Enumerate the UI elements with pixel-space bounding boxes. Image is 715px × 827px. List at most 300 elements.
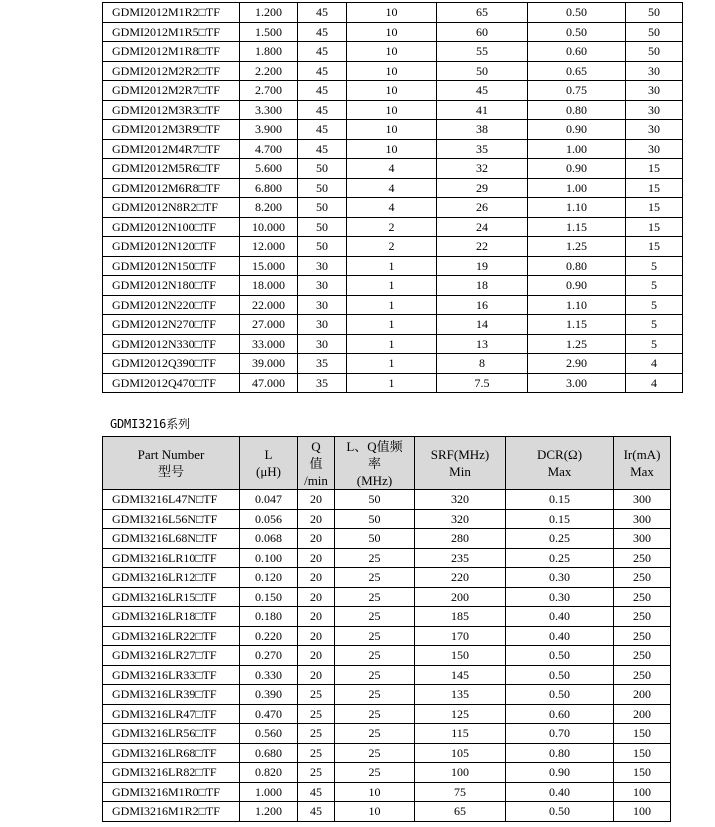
cell-inductance: 5.600 bbox=[240, 159, 298, 179]
cell-test-frequency: 4 bbox=[347, 159, 437, 179]
cell-inductance: 0.330 bbox=[240, 665, 298, 685]
cell-ir: 250 bbox=[614, 646, 671, 666]
cell-ir: 250 bbox=[614, 607, 671, 627]
cell-ir: 30 bbox=[626, 100, 683, 120]
cell-ir: 250 bbox=[614, 548, 671, 568]
cell-q-min: 20 bbox=[298, 490, 335, 510]
cell-srf: 29 bbox=[437, 178, 528, 198]
cell-inductance: 0.560 bbox=[240, 724, 298, 744]
cell-inductance: 1.200 bbox=[240, 3, 298, 23]
cell-test-frequency: 4 bbox=[347, 178, 437, 198]
cell-srf: 320 bbox=[415, 490, 506, 510]
cell-test-frequency: 10 bbox=[347, 139, 437, 159]
table-row bbox=[103, 802, 671, 822]
table-row bbox=[103, 276, 683, 296]
cell-dcr: 0.90 bbox=[528, 159, 626, 179]
cell-q-min: 45 bbox=[298, 782, 335, 802]
cell-inductance: 10.000 bbox=[240, 217, 298, 237]
cell-ir: 5 bbox=[626, 295, 683, 315]
cell-part-number: GDMI3216LR15□TF bbox=[103, 587, 240, 607]
cell-inductance: 1.200 bbox=[240, 802, 298, 822]
cell-part-number: GDMI3216LR68□TF bbox=[103, 743, 240, 763]
cell-part-number: GDMI2012M4R7□TF bbox=[103, 139, 240, 159]
table-row bbox=[103, 198, 683, 218]
cell-test-frequency: 1 bbox=[347, 295, 437, 315]
cell-ir: 5 bbox=[626, 256, 683, 276]
cell-ir: 100 bbox=[614, 782, 671, 802]
cell-part-number: GDMI2012N330□TF bbox=[103, 334, 240, 354]
cell-ir: 50 bbox=[626, 22, 683, 42]
cell-dcr: 0.40 bbox=[506, 626, 614, 646]
cell-q-min: 50 bbox=[298, 178, 347, 198]
cell-test-frequency: 25 bbox=[335, 646, 415, 666]
cell-test-frequency: 10 bbox=[347, 22, 437, 42]
cell-srf: 105 bbox=[415, 743, 506, 763]
cell-srf: 24 bbox=[437, 217, 528, 237]
cell-q-min: 45 bbox=[298, 100, 347, 120]
cell-q-min: 30 bbox=[298, 334, 347, 354]
cell-ir: 250 bbox=[614, 626, 671, 646]
cell-part-number: GDMI3216L68N□TF bbox=[103, 529, 240, 549]
cell-srf: 32 bbox=[437, 159, 528, 179]
cell-srf: 200 bbox=[415, 587, 506, 607]
cell-q-min: 30 bbox=[298, 315, 347, 335]
cell-inductance: 0.680 bbox=[240, 743, 298, 763]
cell-srf: 7.5 bbox=[437, 373, 528, 393]
cell-dcr: 0.40 bbox=[506, 782, 614, 802]
cell-part-number: GDMI2012N8R2□TF bbox=[103, 198, 240, 218]
table-row bbox=[103, 237, 683, 257]
cell-dcr: 0.90 bbox=[506, 763, 614, 783]
cell-inductance: 0.820 bbox=[240, 763, 298, 783]
table-row bbox=[103, 295, 683, 315]
cell-test-frequency: 1 bbox=[347, 373, 437, 393]
cell-ir: 300 bbox=[614, 490, 671, 510]
cell-srf: 8 bbox=[437, 354, 528, 374]
table-row bbox=[103, 568, 671, 588]
cell-srf: 135 bbox=[415, 685, 506, 705]
header-inductance bbox=[240, 437, 298, 490]
table-row bbox=[103, 217, 683, 237]
table-row bbox=[103, 42, 683, 62]
header-line: Ir(mA) bbox=[623, 447, 661, 462]
cell-part-number: GDMI3216LR18□TF bbox=[103, 607, 240, 627]
cell-q-min: 45 bbox=[298, 120, 347, 140]
cell-test-frequency: 1 bbox=[347, 354, 437, 374]
cell-ir: 4 bbox=[626, 354, 683, 374]
cell-test-frequency: 25 bbox=[335, 665, 415, 685]
cell-dcr: 0.90 bbox=[528, 120, 626, 140]
cell-q-min: 20 bbox=[298, 607, 335, 627]
cell-dcr: 0.15 bbox=[506, 490, 614, 510]
cell-q-min: 45 bbox=[298, 22, 347, 42]
cell-test-frequency: 25 bbox=[335, 548, 415, 568]
cell-q-min: 50 bbox=[298, 198, 347, 218]
cell-inductance: 12.000 bbox=[240, 237, 298, 257]
header-line: 率 bbox=[367, 455, 381, 471]
cell-srf: 22 bbox=[437, 237, 528, 257]
table-row bbox=[103, 704, 671, 724]
gdmi2012-table-body bbox=[103, 3, 683, 393]
cell-dcr: 2.90 bbox=[528, 354, 626, 374]
cell-srf: 65 bbox=[437, 3, 528, 23]
table-row bbox=[103, 22, 683, 42]
cell-dcr: 0.60 bbox=[506, 704, 614, 724]
cell-inductance: 33.000 bbox=[240, 334, 298, 354]
cell-inductance: 47.000 bbox=[240, 373, 298, 393]
cell-q-min: 20 bbox=[298, 665, 335, 685]
table-row bbox=[103, 490, 671, 510]
cell-part-number: GDMI2012M1R8□TF bbox=[103, 42, 240, 62]
table-row bbox=[103, 763, 671, 783]
header-line: SRF(MHz) bbox=[430, 447, 490, 462]
cell-inductance: 27.000 bbox=[240, 315, 298, 335]
cell-q-min: 20 bbox=[298, 529, 335, 549]
cell-part-number: GDMI3216M1R2□TF bbox=[103, 802, 240, 822]
cell-ir: 300 bbox=[614, 509, 671, 529]
cell-dcr: 0.65 bbox=[528, 61, 626, 81]
cell-test-frequency: 50 bbox=[335, 529, 415, 549]
cell-inductance: 0.120 bbox=[240, 568, 298, 588]
table-header-row bbox=[103, 437, 671, 490]
cell-part-number: GDMI3216LR33□TF bbox=[103, 665, 240, 685]
header-test-frequency bbox=[335, 437, 415, 490]
cell-ir: 15 bbox=[626, 198, 683, 218]
cell-test-frequency: 25 bbox=[335, 626, 415, 646]
cell-q-min: 30 bbox=[298, 295, 347, 315]
cell-dcr: 0.60 bbox=[528, 42, 626, 62]
header-line: L bbox=[264, 447, 273, 462]
table-row bbox=[103, 548, 671, 568]
cell-q-min: 25 bbox=[298, 724, 335, 744]
cell-inductance: 3.900 bbox=[240, 120, 298, 140]
header-part-number bbox=[103, 437, 240, 490]
cell-test-frequency: 10 bbox=[347, 81, 437, 101]
cell-dcr: 0.80 bbox=[528, 100, 626, 120]
cell-ir: 5 bbox=[626, 334, 683, 354]
table-row bbox=[103, 743, 671, 763]
cell-inductance: 18.000 bbox=[240, 276, 298, 296]
cell-inductance: 0.270 bbox=[240, 646, 298, 666]
cell-inductance: 0.470 bbox=[240, 704, 298, 724]
cell-part-number: GDMI2012M2R7□TF bbox=[103, 81, 240, 101]
table-row bbox=[103, 646, 671, 666]
cell-srf: 145 bbox=[415, 665, 506, 685]
cell-ir: 50 bbox=[626, 42, 683, 62]
table-row bbox=[103, 3, 683, 23]
cell-ir: 250 bbox=[614, 587, 671, 607]
cell-inductance: 3.300 bbox=[240, 100, 298, 120]
cell-q-min: 20 bbox=[298, 646, 335, 666]
table-row bbox=[103, 685, 671, 705]
cell-part-number: GDMI2012M5R6□TF bbox=[103, 159, 240, 179]
cell-srf: 100 bbox=[415, 763, 506, 783]
cell-test-frequency: 25 bbox=[335, 763, 415, 783]
cell-dcr: 0.50 bbox=[506, 646, 614, 666]
cell-srf: 125 bbox=[415, 704, 506, 724]
cell-dcr: 0.15 bbox=[506, 509, 614, 529]
cell-inductance: 0.047 bbox=[240, 490, 298, 510]
cell-inductance: 1.000 bbox=[240, 782, 298, 802]
cell-ir: 15 bbox=[626, 217, 683, 237]
cell-test-frequency: 25 bbox=[335, 568, 415, 588]
cell-srf: 13 bbox=[437, 334, 528, 354]
cell-test-frequency: 25 bbox=[335, 724, 415, 744]
cell-test-frequency: 10 bbox=[335, 782, 415, 802]
cell-srf: 16 bbox=[437, 295, 528, 315]
cell-dcr: 0.50 bbox=[506, 802, 614, 822]
cell-srf: 45 bbox=[437, 81, 528, 101]
cell-q-min: 25 bbox=[298, 743, 335, 763]
cell-srf: 235 bbox=[415, 548, 506, 568]
cell-dcr: 1.25 bbox=[528, 334, 626, 354]
cell-test-frequency: 1 bbox=[347, 256, 437, 276]
table-row bbox=[103, 626, 671, 646]
cell-part-number: GDMI2012Q390□TF bbox=[103, 354, 240, 374]
cell-ir: 30 bbox=[626, 61, 683, 81]
cell-inductance: 4.700 bbox=[240, 139, 298, 159]
cell-inductance: 0.056 bbox=[240, 509, 298, 529]
cell-dcr: 1.15 bbox=[528, 217, 626, 237]
table-row bbox=[103, 139, 683, 159]
cell-ir: 250 bbox=[614, 665, 671, 685]
cell-test-frequency: 50 bbox=[335, 490, 415, 510]
cell-dcr: 0.80 bbox=[506, 743, 614, 763]
cell-inductance: 0.150 bbox=[240, 587, 298, 607]
header-line: 型号 bbox=[157, 464, 184, 479]
header-ir bbox=[614, 437, 671, 490]
cell-part-number: GDMI2012Q470□TF bbox=[103, 373, 240, 393]
cell-inductance: 22.000 bbox=[240, 295, 298, 315]
cell-dcr: 0.25 bbox=[506, 529, 614, 549]
cell-dcr: 0.80 bbox=[528, 256, 626, 276]
cell-ir: 200 bbox=[614, 704, 671, 724]
cell-test-frequency: 4 bbox=[347, 198, 437, 218]
cell-srf: 220 bbox=[415, 568, 506, 588]
table-row bbox=[103, 120, 683, 140]
cell-test-frequency: 25 bbox=[335, 607, 415, 627]
cell-ir: 30 bbox=[626, 120, 683, 140]
cell-test-frequency: 1 bbox=[347, 315, 437, 335]
cell-q-min: 25 bbox=[298, 763, 335, 783]
table-row bbox=[103, 665, 671, 685]
cell-dcr: 0.50 bbox=[506, 665, 614, 685]
cell-q-min: 20 bbox=[298, 587, 335, 607]
cell-q-min: 20 bbox=[298, 568, 335, 588]
cell-ir: 100 bbox=[614, 802, 671, 822]
table-row bbox=[103, 354, 683, 374]
cell-q-min: 25 bbox=[298, 704, 335, 724]
cell-ir: 150 bbox=[614, 724, 671, 744]
header-line: (μH) bbox=[255, 464, 282, 479]
cell-part-number: GDMI3216LR10□TF bbox=[103, 548, 240, 568]
table-row bbox=[103, 724, 671, 744]
cell-srf: 185 bbox=[415, 607, 506, 627]
cell-part-number: GDMI3216LR27□TF bbox=[103, 646, 240, 666]
cell-dcr: 0.50 bbox=[528, 22, 626, 42]
cell-test-frequency: 1 bbox=[347, 276, 437, 296]
cell-dcr: 3.00 bbox=[528, 373, 626, 393]
cell-test-frequency: 25 bbox=[335, 743, 415, 763]
cell-part-number: GDMI2012N180□TF bbox=[103, 276, 240, 296]
cell-srf: 38 bbox=[437, 120, 528, 140]
cell-dcr: 1.10 bbox=[528, 295, 626, 315]
cell-q-min: 45 bbox=[298, 42, 347, 62]
cell-part-number: GDMI2012M3R3□TF bbox=[103, 100, 240, 120]
cell-part-number: GDMI2012M2R2□TF bbox=[103, 61, 240, 81]
cell-test-frequency: 25 bbox=[335, 685, 415, 705]
cell-ir: 15 bbox=[626, 178, 683, 198]
cell-inductance: 2.700 bbox=[240, 81, 298, 101]
cell-ir: 5 bbox=[626, 276, 683, 296]
cell-test-frequency: 2 bbox=[347, 237, 437, 257]
cell-inductance: 0.100 bbox=[240, 548, 298, 568]
cell-ir: 30 bbox=[626, 139, 683, 159]
cell-srf: 14 bbox=[437, 315, 528, 335]
cell-test-frequency: 50 bbox=[335, 509, 415, 529]
cell-q-min: 45 bbox=[298, 61, 347, 81]
cell-inductance: 0.180 bbox=[240, 607, 298, 627]
table-row bbox=[103, 81, 683, 101]
header-line: 值 bbox=[309, 455, 323, 471]
cell-test-frequency: 10 bbox=[347, 42, 437, 62]
cell-dcr: 0.50 bbox=[528, 3, 626, 23]
cell-srf: 35 bbox=[437, 139, 528, 159]
cell-dcr: 1.00 bbox=[528, 139, 626, 159]
cell-q-min: 45 bbox=[298, 139, 347, 159]
cell-ir: 300 bbox=[614, 529, 671, 549]
cell-srf: 75 bbox=[415, 782, 506, 802]
cell-dcr: 0.30 bbox=[506, 568, 614, 588]
cell-dcr: 1.10 bbox=[528, 198, 626, 218]
cell-q-min: 20 bbox=[298, 509, 335, 529]
cell-q-min: 35 bbox=[298, 354, 347, 374]
cell-test-frequency: 2 bbox=[347, 217, 437, 237]
table-row bbox=[103, 315, 683, 335]
cell-dcr: 0.50 bbox=[506, 685, 614, 705]
cell-part-number: GDMI3216LR39□TF bbox=[103, 685, 240, 705]
cell-dcr: 1.25 bbox=[528, 237, 626, 257]
gdmi3216-table-body bbox=[103, 490, 671, 822]
cell-srf: 65 bbox=[415, 802, 506, 822]
cell-part-number: GDMI3216LR12□TF bbox=[103, 568, 240, 588]
cell-dcr: 1.00 bbox=[528, 178, 626, 198]
cell-dcr: 0.25 bbox=[506, 548, 614, 568]
cell-part-number: GDMI2012M1R5□TF bbox=[103, 22, 240, 42]
header-line: Max bbox=[630, 464, 654, 479]
cell-inductance: 2.200 bbox=[240, 61, 298, 81]
table-row bbox=[103, 529, 671, 549]
cell-ir: 200 bbox=[614, 685, 671, 705]
cell-srf: 26 bbox=[437, 198, 528, 218]
table-row bbox=[103, 509, 671, 529]
table-row bbox=[103, 373, 683, 393]
header-srf bbox=[415, 437, 506, 490]
table-row bbox=[103, 607, 671, 627]
cell-srf: 280 bbox=[415, 529, 506, 549]
header-line: Part Number bbox=[137, 447, 205, 462]
cell-part-number: GDMI3216L56N□TF bbox=[103, 509, 240, 529]
cell-part-number: GDMI3216LR22□TF bbox=[103, 626, 240, 646]
gdmi2012-spec-table bbox=[102, 2, 683, 393]
table-row bbox=[103, 256, 683, 276]
header-line: Min bbox=[449, 464, 471, 479]
table-row bbox=[103, 587, 671, 607]
cell-srf: 19 bbox=[437, 256, 528, 276]
cell-part-number: GDMI2012M6R8□TF bbox=[103, 178, 240, 198]
cell-test-frequency: 10 bbox=[335, 802, 415, 822]
cell-q-min: 50 bbox=[298, 159, 347, 179]
cell-test-frequency: 10 bbox=[347, 61, 437, 81]
cell-part-number: GDMI3216M1R0□TF bbox=[103, 782, 240, 802]
cell-srf: 115 bbox=[415, 724, 506, 744]
cell-part-number: GDMI3216L47N□TF bbox=[103, 490, 240, 510]
cell-srf: 150 bbox=[415, 646, 506, 666]
cell-ir: 15 bbox=[626, 237, 683, 257]
header-line: Max bbox=[547, 464, 572, 479]
table-row bbox=[103, 100, 683, 120]
header-line: (MHz) bbox=[356, 472, 393, 488]
cell-part-number: GDMI2012N150□TF bbox=[103, 256, 240, 276]
cell-test-frequency: 25 bbox=[335, 704, 415, 724]
cell-q-min: 50 bbox=[298, 217, 347, 237]
cell-q-min: 50 bbox=[298, 237, 347, 257]
cell-srf: 170 bbox=[415, 626, 506, 646]
cell-dcr: 1.15 bbox=[528, 315, 626, 335]
cell-q-min: 20 bbox=[298, 626, 335, 646]
cell-q-min: 20 bbox=[298, 548, 335, 568]
cell-q-min: 30 bbox=[298, 256, 347, 276]
cell-part-number: GDMI2012N100□TF bbox=[103, 217, 240, 237]
cell-ir: 15 bbox=[626, 159, 683, 179]
cell-part-number: GDMI2012N120□TF bbox=[103, 237, 240, 257]
cell-part-number: GDMI2012N270□TF bbox=[103, 315, 240, 335]
cell-test-frequency: 25 bbox=[335, 587, 415, 607]
cell-dcr: 0.30 bbox=[506, 587, 614, 607]
table-row bbox=[103, 334, 683, 354]
cell-part-number: GDMI3216LR47□TF bbox=[103, 704, 240, 724]
cell-ir: 4 bbox=[626, 373, 683, 393]
cell-ir: 250 bbox=[614, 568, 671, 588]
cell-part-number: GDMI2012M3R9□TF bbox=[103, 120, 240, 140]
cell-part-number: GDMI3216LR56□TF bbox=[103, 724, 240, 744]
cell-part-number: GDMI2012N220□TF bbox=[103, 295, 240, 315]
cell-q-min: 30 bbox=[298, 276, 347, 296]
cell-dcr: 0.40 bbox=[506, 607, 614, 627]
cell-inductance: 0.220 bbox=[240, 626, 298, 646]
cell-srf: 41 bbox=[437, 100, 528, 120]
cell-inductance: 1.500 bbox=[240, 22, 298, 42]
cell-ir: 150 bbox=[614, 763, 671, 783]
cell-test-frequency: 1 bbox=[347, 334, 437, 354]
cell-ir: 50 bbox=[626, 3, 683, 23]
cell-q-min: 45 bbox=[298, 81, 347, 101]
table-row bbox=[103, 159, 683, 179]
cell-dcr: 0.90 bbox=[528, 276, 626, 296]
cell-ir: 30 bbox=[626, 81, 683, 101]
cell-test-frequency: 10 bbox=[347, 100, 437, 120]
cell-srf: 18 bbox=[437, 276, 528, 296]
cell-q-min: 25 bbox=[298, 685, 335, 705]
table-row bbox=[103, 782, 671, 802]
cell-ir: 150 bbox=[614, 743, 671, 763]
cell-test-frequency: 10 bbox=[347, 120, 437, 140]
table-row bbox=[103, 61, 683, 81]
cell-q-min: 45 bbox=[298, 3, 347, 23]
cell-inductance: 0.068 bbox=[240, 529, 298, 549]
cell-inductance: 1.800 bbox=[240, 42, 298, 62]
gdmi3216-spec-table bbox=[102, 436, 671, 822]
